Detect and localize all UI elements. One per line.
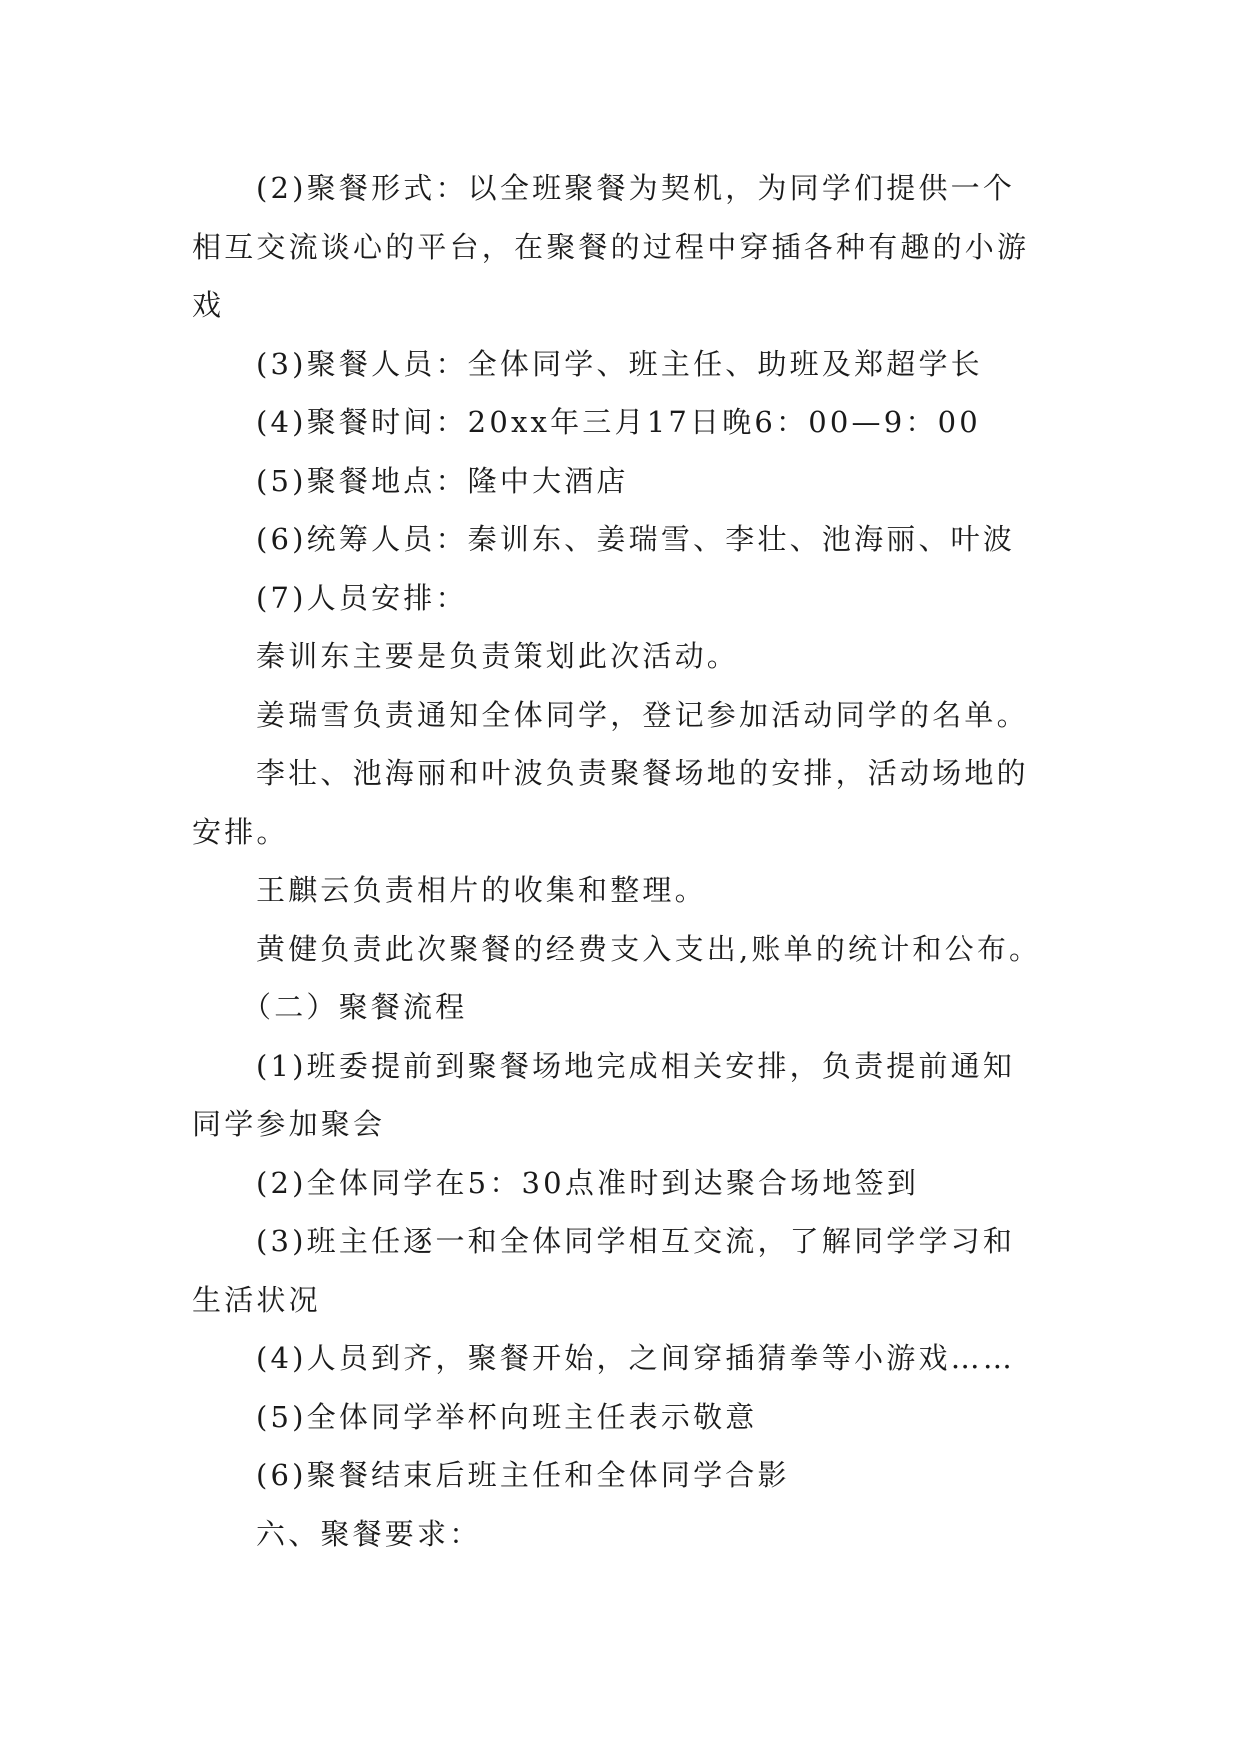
paragraph-line: (7)人员安排：	[256, 580, 468, 615]
paragraph-line: 李壮、池海丽和叶波负责聚餐场地的安排，活动场地的	[256, 756, 1029, 790]
document-body	[192, 159, 1072, 1563]
paragraph-line: 相互交流谈心的平台，在聚餐的过程中穿插各种有趣的小游	[192, 229, 1030, 264]
paragraph-line: 黄健负责此次聚餐的经费支入支出,账单的统计和公布。	[256, 931, 1042, 966]
paragraph-line: 生活状况	[192, 1282, 321, 1317]
paragraph-line: (3)聚餐人员：全体同学、班主任、助班及郑超学长	[256, 346, 983, 381]
paragraph-line: 秦训东主要是负责策划此次活动。	[256, 639, 740, 673]
paragraph-line: 同学参加聚会	[192, 1107, 386, 1141]
paragraph-line: (4)聚餐时间：20xx年三月17日晚6：00—9：00	[256, 405, 981, 439]
paragraph-line: (1)班委提前到聚餐场地完成相关安排，负责提前通知	[256, 1048, 1016, 1083]
paragraph-line: (4)人员到齐，聚餐开始，之间穿插猜拳等小游戏……	[256, 1341, 1016, 1375]
paragraph-line: (5)聚餐地点：隆中大酒店	[256, 463, 629, 498]
paragraph-line: (2)全体同学在5：30点准时到达聚合场地签到	[256, 1165, 920, 1200]
paragraph-line: (6)统筹人员：秦训东、姜瑞雪、李壮、池海丽、叶波	[256, 522, 1016, 556]
paragraph-line: 王麒云负责相片的收集和整理。	[256, 873, 707, 907]
paragraph-line: (2)聚餐形式：以全班聚餐为契机，为同学们提供一个	[256, 171, 1016, 205]
section-heading: （二）聚餐流程	[242, 990, 468, 1024]
section-heading: 六、聚餐要求：	[256, 1516, 482, 1551]
paragraph-line: (5)全体同学举杯向班主任表示敬意	[256, 1399, 758, 1434]
paragraph-line: (6)聚餐结束后班主任和全体同学合影	[256, 1458, 790, 1492]
paragraph-line: 戏	[192, 288, 225, 322]
paragraph-line: (3)班主任逐一和全体同学相互交流，了解同学学习和	[256, 1224, 1016, 1258]
paragraph-line: 安排。	[192, 814, 289, 849]
paragraph-line: 姜瑞雪负责通知全体同学，登记参加活动同学的名单。	[256, 697, 1029, 732]
